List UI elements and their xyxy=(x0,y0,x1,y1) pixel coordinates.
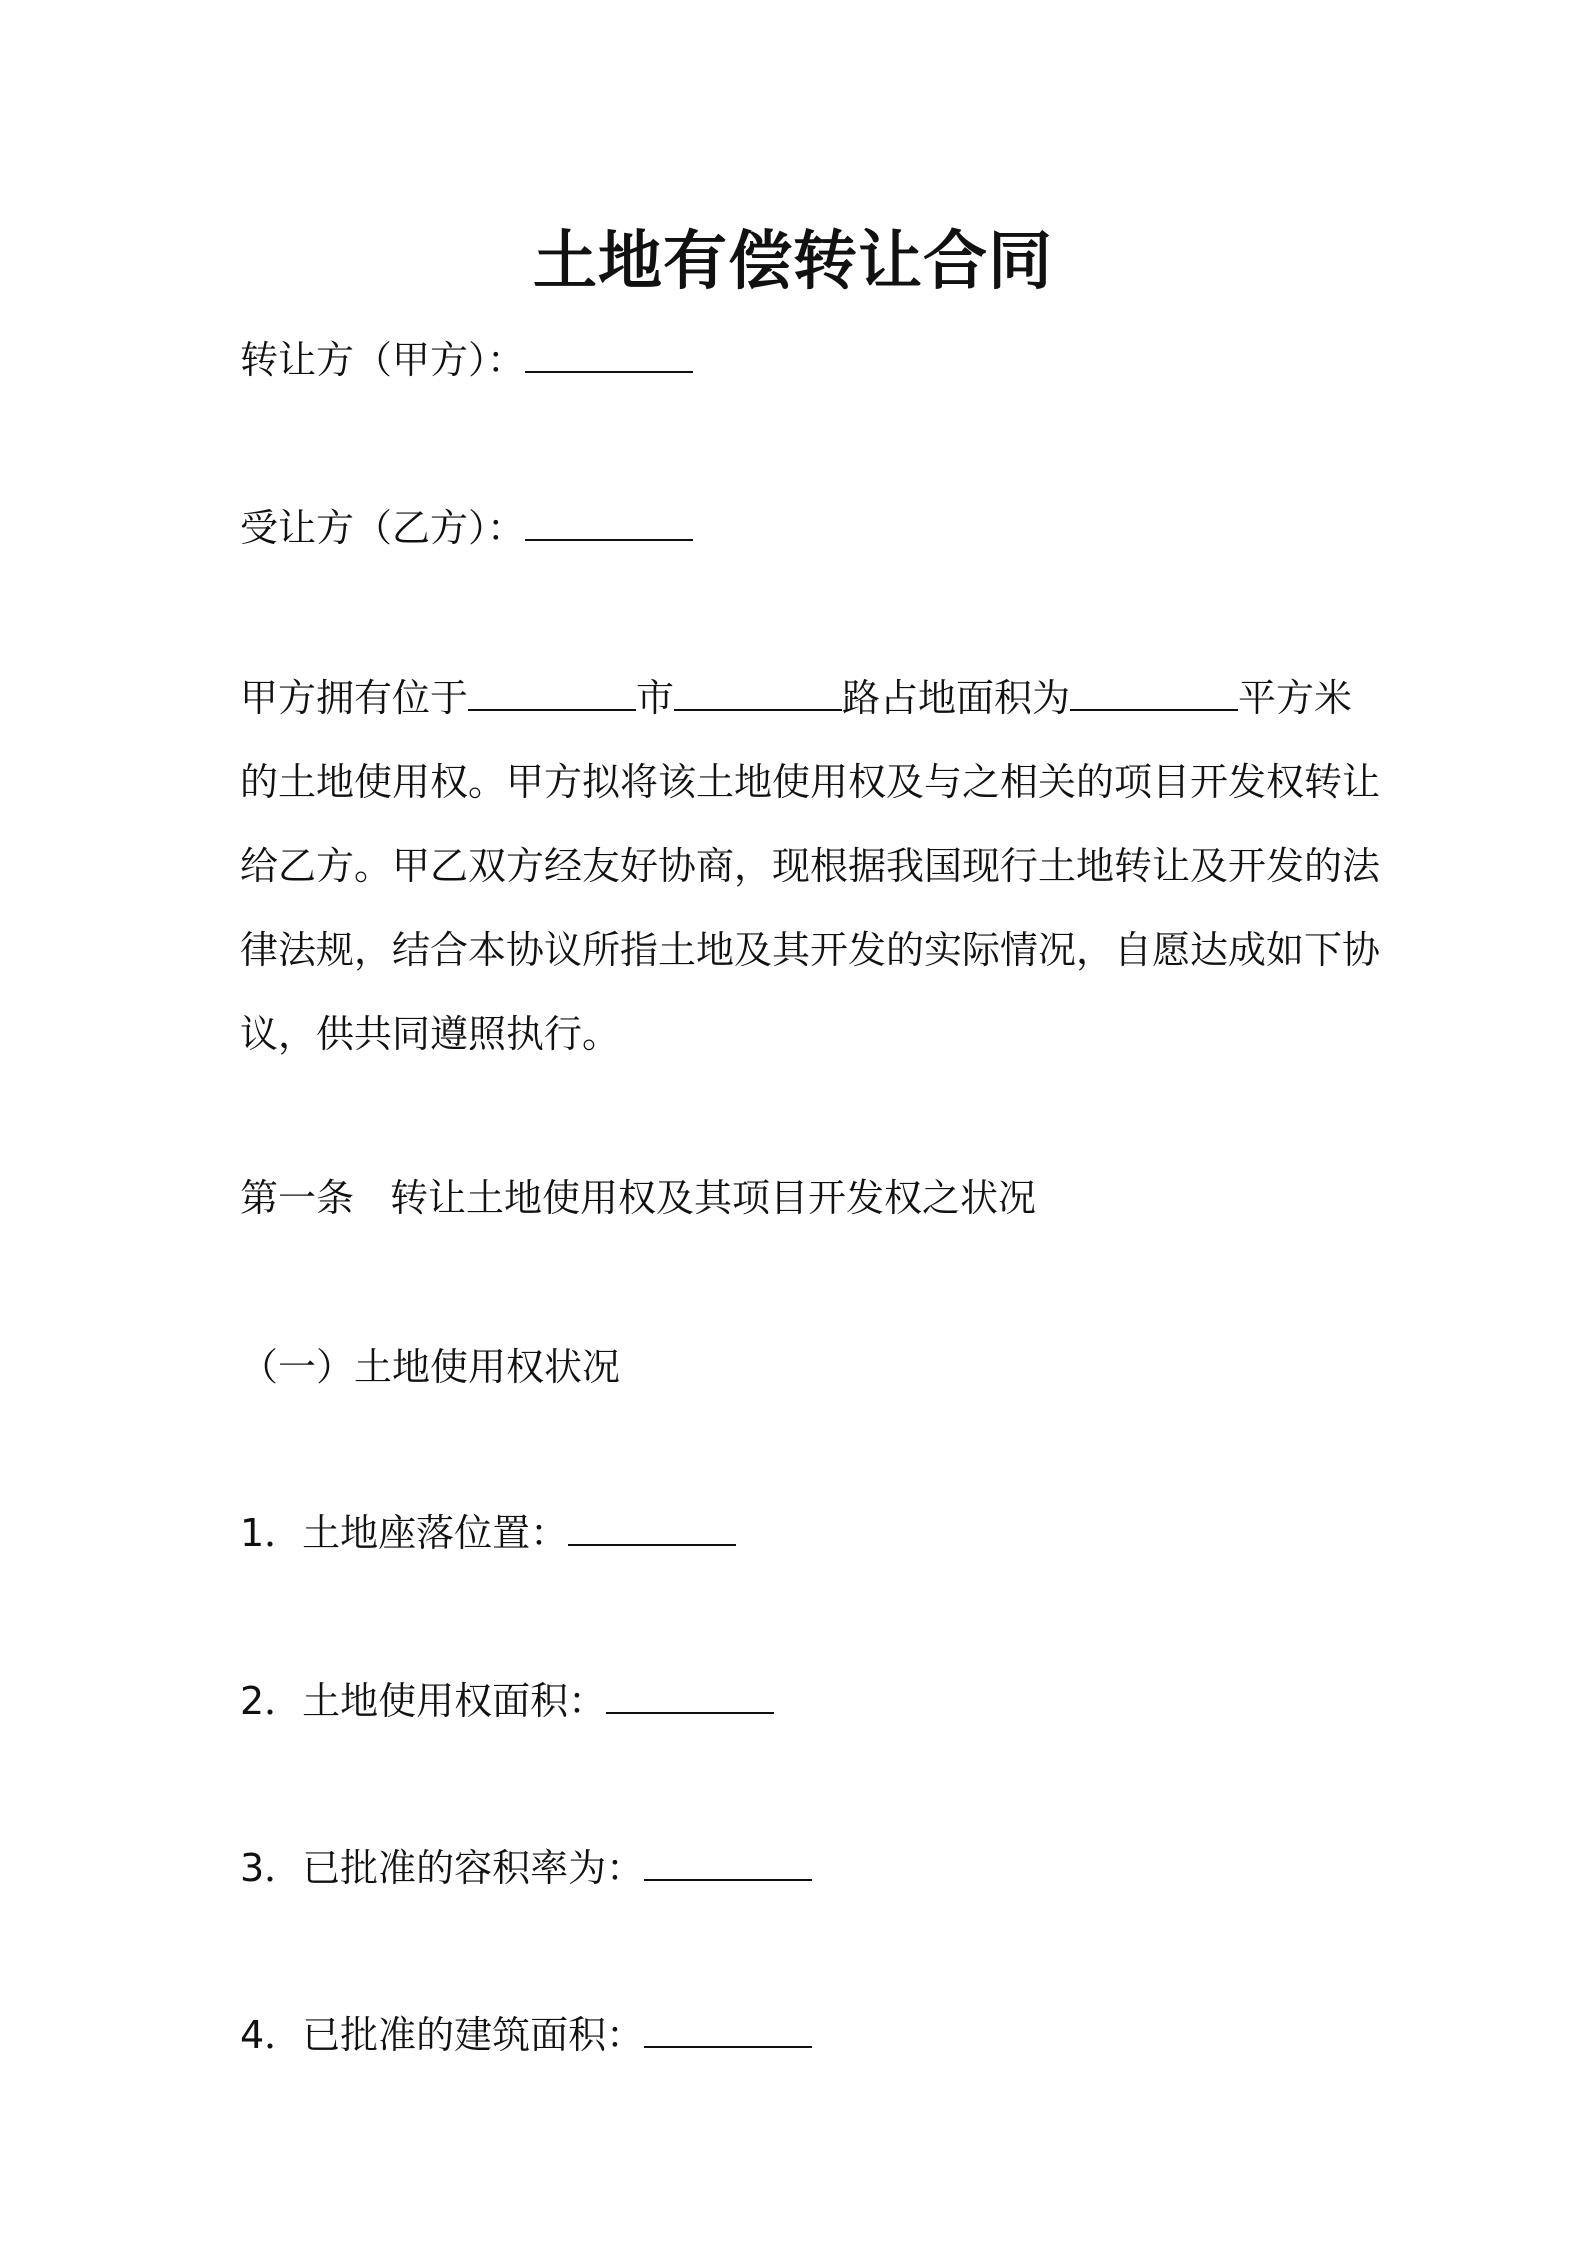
city-blank xyxy=(468,677,636,711)
item-area xyxy=(240,1676,774,1726)
item-plot-ratio xyxy=(240,1843,812,1893)
intro-text-d: 平方米 xyxy=(1238,676,1353,720)
party-b-blank xyxy=(525,507,693,541)
intro-text-a: 甲方拥有位于 xyxy=(240,676,469,720)
article-title: 转让土地使用权及其项目开发权之状况 xyxy=(390,1176,1037,1220)
land-area-blank xyxy=(606,1680,774,1714)
road-blank xyxy=(674,677,842,711)
article-1-heading xyxy=(240,1173,1036,1223)
intro-line-4: 律法规，结合本协议所指土地及其开发的实际情况，自愿达成如下协 xyxy=(240,928,1381,972)
intro-text-c: 路占地面积为 xyxy=(842,676,1071,720)
area-blank xyxy=(1070,677,1238,711)
item-location xyxy=(240,1508,736,1558)
party-a-label: 转让方（甲方）： xyxy=(240,338,526,382)
party-b-label: 受让方（乙方）： xyxy=(240,506,526,550)
document-title: 土地有偿转让合同 xyxy=(533,225,1053,299)
item-label: 3．已批准的容积率为： xyxy=(240,1846,645,1890)
article-number: 第一条 xyxy=(240,1176,355,1220)
item-label: 1．土地座落位置： xyxy=(240,1511,569,1555)
location-blank xyxy=(568,1512,736,1546)
intro-line-2: 的土地使用权。甲方拟将该土地使用权及与之相关的项目开发权转让 xyxy=(240,760,1381,804)
intro-paragraph xyxy=(240,656,1381,1076)
party-a-blank xyxy=(525,339,693,373)
plot-ratio-blank xyxy=(644,1847,812,1881)
section-1-heading: （一）土地使用权状况 xyxy=(240,1345,621,1389)
intro-line-5: 议，供共同遵照执行。 xyxy=(240,1012,621,1056)
intro-line-3: 给乙方。甲乙双方经友好协商，现根据我国现行土地转让及开发的法 xyxy=(240,844,1381,888)
party-a-line xyxy=(240,335,693,385)
intro-text-b: 市 xyxy=(636,676,675,720)
item-building-area xyxy=(240,2010,812,2060)
party-b-line xyxy=(240,503,693,553)
item-label: 2．土地使用权面积： xyxy=(240,1679,607,1723)
intro-line-1 xyxy=(240,656,1360,740)
building-area-blank xyxy=(644,2014,812,2048)
item-label: 4．已批准的建筑面积： xyxy=(240,2013,645,2057)
